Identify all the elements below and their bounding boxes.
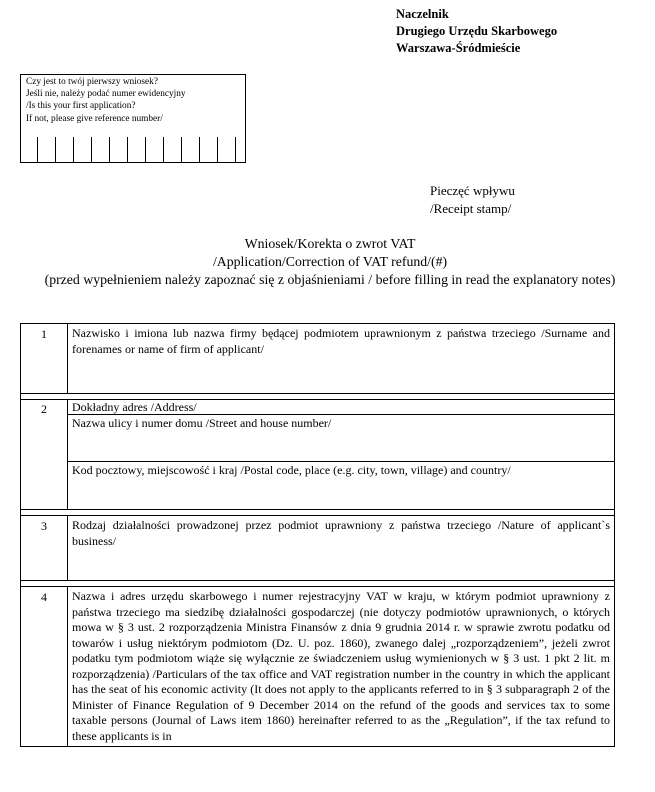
reference-cell-divider	[163, 137, 164, 162]
addressee-line-1: Naczelnik	[396, 7, 449, 21]
reference-number-box	[20, 74, 246, 163]
row-number: 2	[21, 400, 68, 510]
reference-line-3: /Is this your first application?	[26, 101, 136, 112]
reference-cell-divider	[55, 137, 56, 162]
reference-question	[21, 75, 245, 125]
address-group	[68, 400, 615, 510]
street-label: Nazwa ulicy i numer domu /Street and house number/	[72, 416, 332, 430]
row-number: 3	[21, 516, 68, 581]
heading-line-3: (przed wypełnieniem należy zapoznać się z objaśnieniami / before filling in read the explanatory notes)	[44, 272, 616, 287]
addressee-line-3: Warszawa-Śródmieście	[396, 41, 521, 55]
reference-cell-divider	[145, 137, 146, 162]
tax-office-label: Nazwa i adres urzędu skarbowego i numer rejestracyjny VAT w kraju, w którym podmiot uprawniony z państwa trzeciego ma siedzibę działalności gospodarczej (nie dotyczy podmiotów uprawnionych, o których mowa w § 3 ust. 2 rozporządzenia Ministra Finansów z dnia 9 grudnia 2014 r. w sprawie zwrotu podatku od towarów i usług niektórym podmiotom (Dz. U. poz. 1860), zwanego dalej „rozporządzeniem”, jeżeli zwrot podatku tym podmiotom wiąże się wyłącznie ze świadczeniem usług wymienionych w § 3 ust. 1 pkt 2 lit. m rozporządzenia) /Particulars of the tax office and VAT registration number in the country in which the applicant has the seat of his economic activity (It does not apply to the applicants referred to in § 3 subparagraph 2 of the Minister of Finance Regulation of 9 December 2014 on the refund of the goods and services tax to some taxable persons (Journal of Laws item 1860) hereinafter referred to as the „Regulation”, if the tax refund to these applicants is in	[72, 589, 610, 743]
stamp-line-1: Pieczęć wpływu	[430, 183, 515, 198]
reference-line-2: Jeśli nie, należy podać numer ewidencyjny	[26, 89, 186, 100]
business-nature-field[interactable]	[68, 516, 615, 581]
reference-cell-divider	[235, 137, 236, 162]
heading-line-1: Wniosek/Korekta o zwrot VAT	[244, 236, 416, 251]
reference-cell-divider	[37, 137, 38, 162]
reference-line-4: If not, please give reference number/	[26, 113, 163, 124]
reference-cell-divider	[127, 137, 128, 162]
stamp-line-2: /Receipt stamp/	[430, 201, 512, 216]
row-number: 1	[21, 324, 68, 394]
addressee-line-2: Drugiego Urzędu Skarbowego	[396, 24, 558, 38]
heading-line-2: /Application/Correction of VAT refund/(#)	[212, 254, 448, 269]
reference-cell-divider	[73, 137, 74, 162]
reference-cell-divider	[199, 137, 200, 162]
form-row-1	[21, 324, 615, 394]
reference-number-cells[interactable]	[21, 137, 245, 162]
form-row-3	[21, 516, 615, 581]
form-row-2	[21, 400, 615, 510]
form-row-4	[21, 587, 615, 747]
applicant-name-label: Nazwisko i imiona lub nazwa firmy będącej podmiotem uprawnionym z państwa trzeciego /Surname and forenames or name of firm of applicant/	[72, 326, 610, 356]
document-heading	[20, 235, 640, 289]
reference-cell-divider	[181, 137, 182, 162]
receipt-stamp-label	[430, 182, 515, 218]
reference-cell-divider	[109, 137, 110, 162]
tax-office-field[interactable]	[68, 587, 615, 747]
reference-line-1: Czy jest to twój pierwszy wniosek?	[26, 77, 158, 87]
addressee-block	[396, 6, 557, 57]
postal-place-label: Kod pocztowy, miejscowość i kraj /Postal code, place (e.g. city, town, village) and country/	[72, 463, 511, 477]
address-title: Dokładny adres /Address/	[72, 400, 197, 414]
business-nature-label: Rodzaj działalności prowadzonej przez podmiot uprawniony z państwa trzeciego /Nature of applicant`s business/	[72, 518, 610, 548]
reference-cell-divider	[217, 137, 218, 162]
reference-cell-divider	[91, 137, 92, 162]
row-number: 4	[21, 587, 68, 747]
postal-place-field[interactable]	[68, 461, 614, 509]
application-form-table	[20, 323, 615, 747]
street-field[interactable]	[68, 414, 614, 461]
applicant-name-field[interactable]	[68, 324, 615, 394]
